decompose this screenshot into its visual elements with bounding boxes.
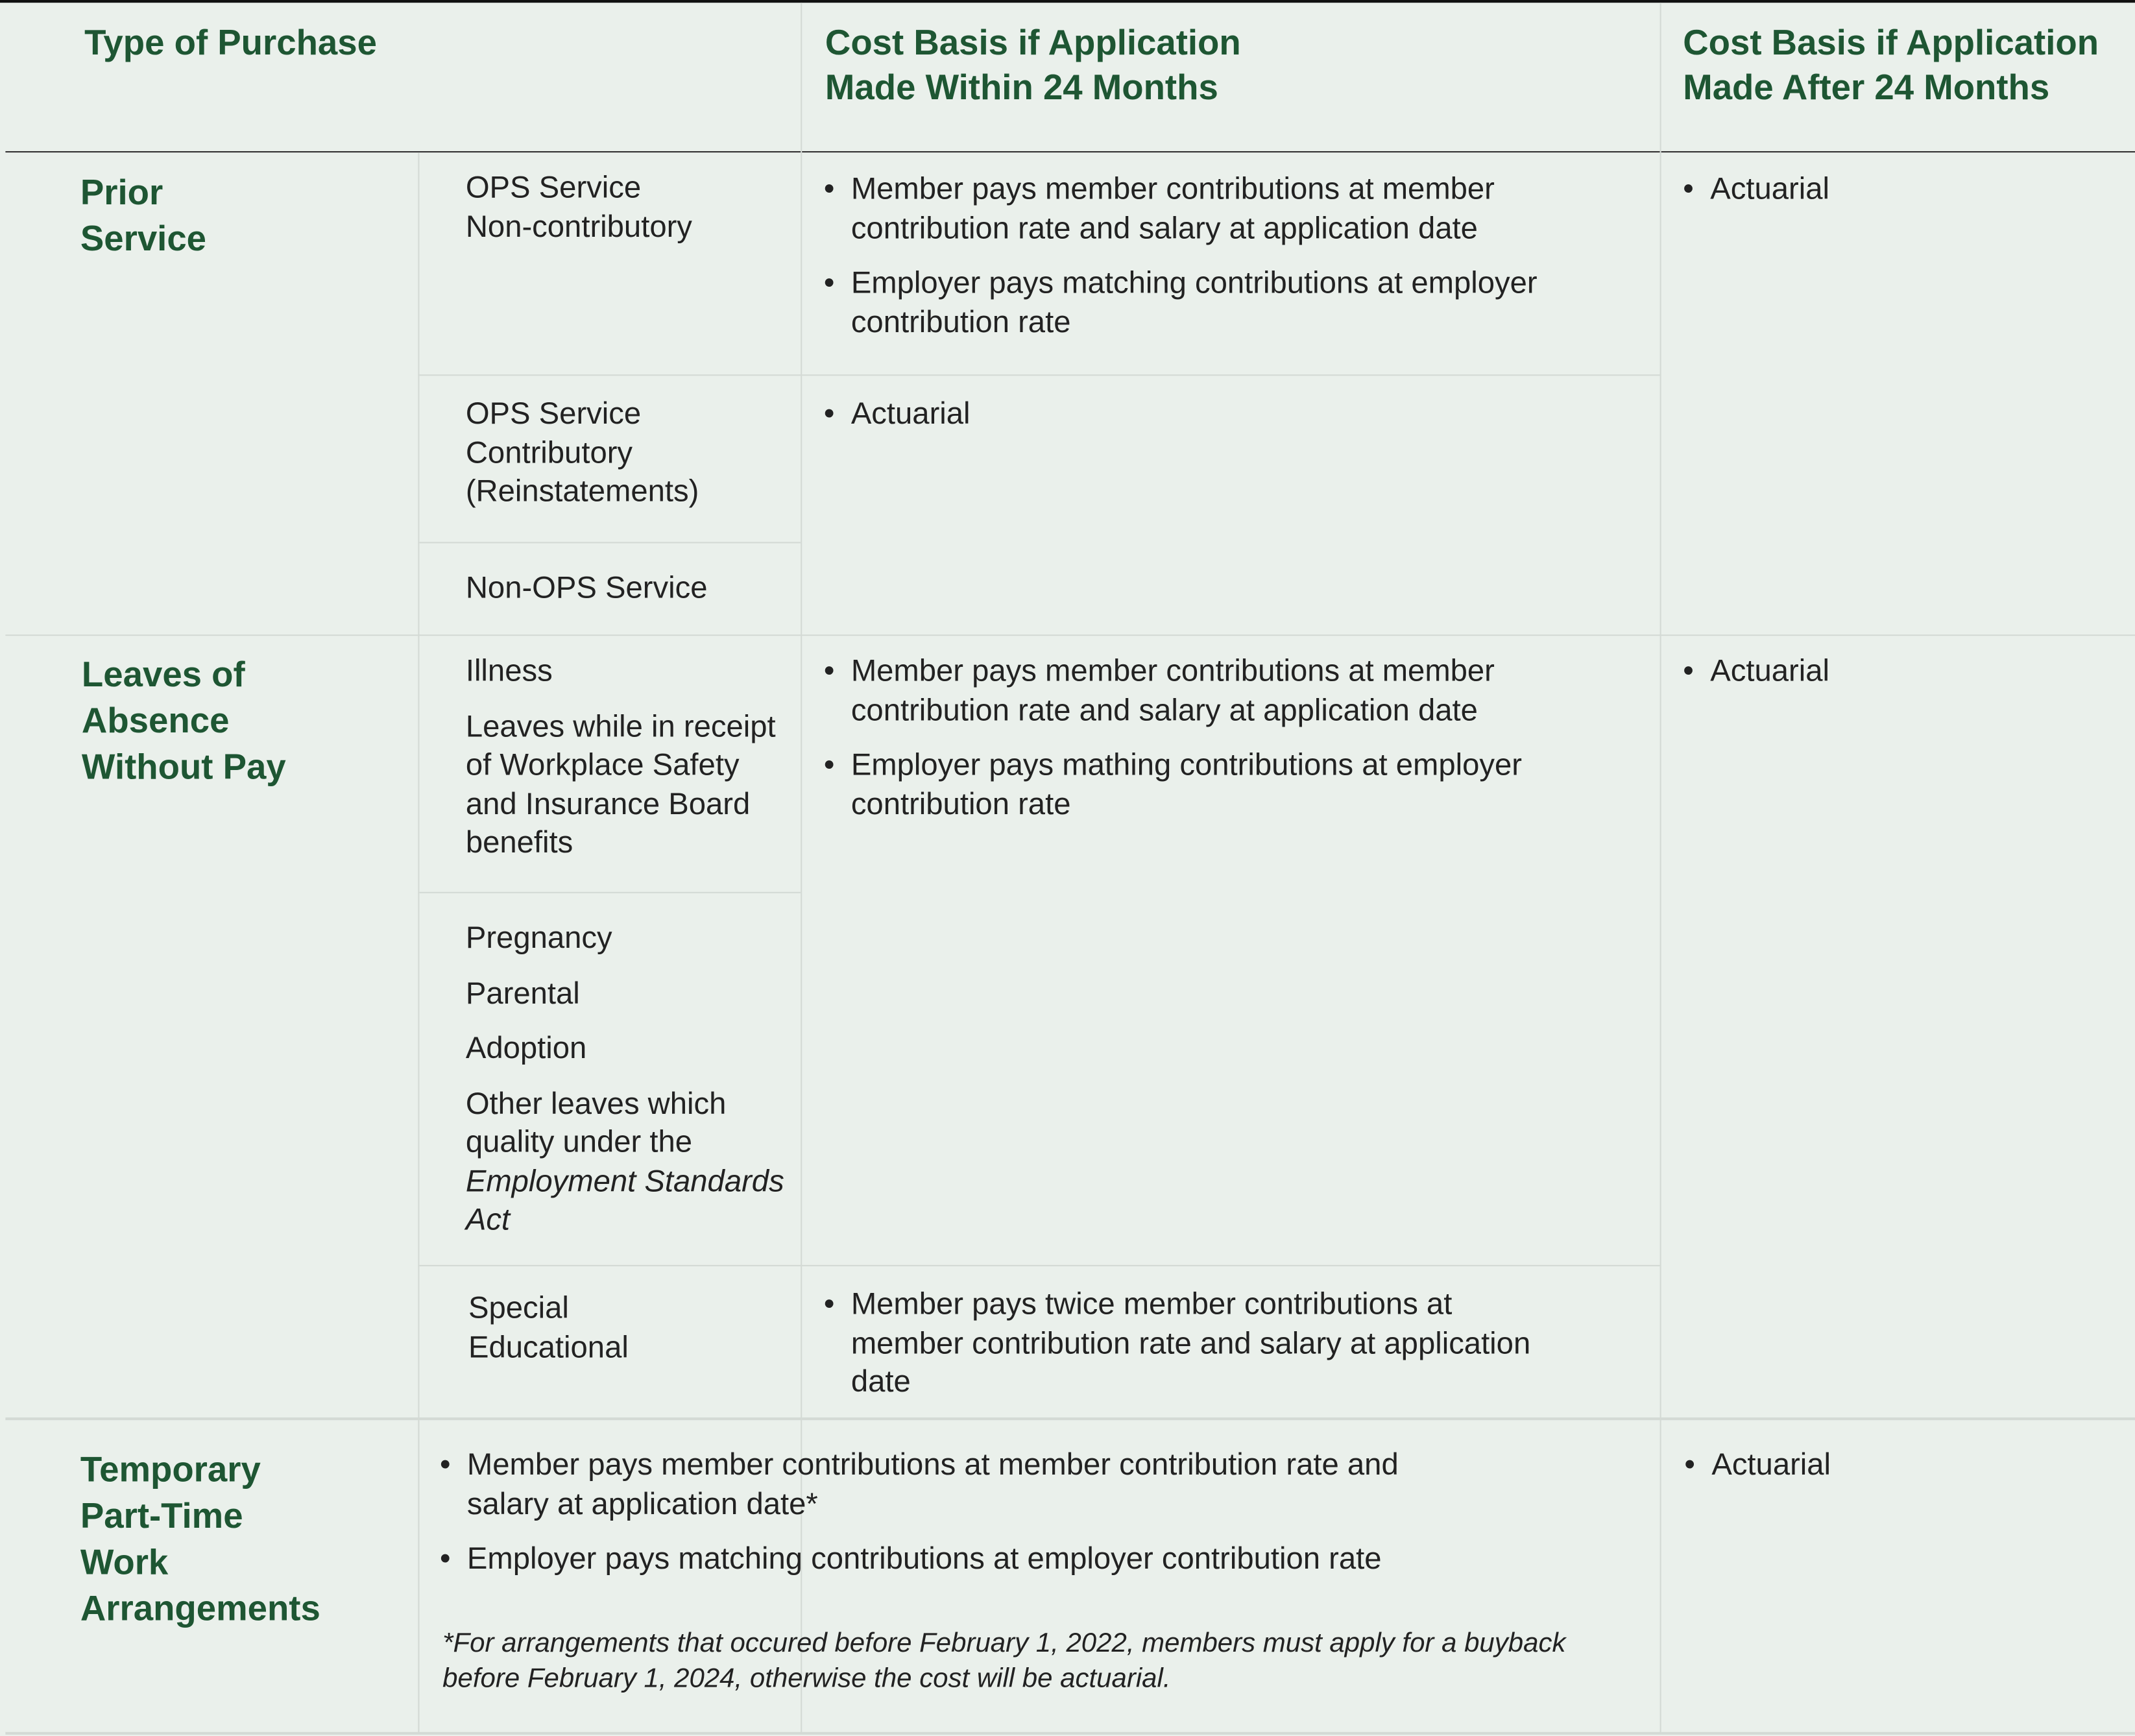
col-divider (418, 1420, 419, 1732)
cost-within-educational (824, 1285, 1559, 1418)
bullet: • Actuarial (824, 395, 1641, 434)
cost-within-ops-non-contributory (824, 170, 1641, 358)
subtype-special-educational: Special Educational (468, 1290, 629, 1364)
header-after-24: Cost Basis if Application Made After 24 Months (1683, 21, 2099, 108)
row-divider (418, 542, 801, 543)
subtype-pregnancy-parental: Pregnancy Parental Adoption Other leaves which quality under the Employment Standards Act (465, 920, 784, 1236)
subtype-illness-wsib: Illness Leaves while in receipt of Workplace Safety and Insurance Board benefits (465, 653, 776, 860)
col-divider (1660, 3, 1661, 1733)
bullet: • Actuarial (1684, 1446, 2120, 1485)
bullet: • Employer pays matching contributions at employer contribution rate (824, 264, 1641, 342)
row-divider (5, 1732, 2135, 1735)
cost-after-leaves (1683, 652, 2119, 707)
row-divider (418, 892, 801, 893)
bullet: • Employer pays mathing contributions at employer contribution rate (824, 746, 1641, 824)
header-type-of-purchase: Type of Purchase (84, 21, 378, 63)
cost-after-prior (1683, 170, 2119, 225)
bullet: • Actuarial (1683, 170, 2119, 209)
cost-within-leaves (824, 652, 1641, 840)
category-leaves: Leaves of Absence Without Pay (81, 653, 286, 788)
bullet: • Member pays twice member contributions at member contribution rate and salary at application date (824, 1285, 1559, 1401)
bullet: • Actuarial (1683, 652, 2119, 691)
subtype-ops-non-contributory: OPS Service Non-contributory (465, 170, 692, 243)
bullet: • Member pays member contributions at member contribution rate and salary at application date (824, 170, 1641, 248)
subtype-non-ops: Non-OPS Service (465, 570, 708, 605)
category-prior-service: Prior Service (80, 171, 207, 259)
subtype-ops-contributory: OPS Service Contributory (Reinstatements) (465, 396, 699, 508)
header-divider (5, 151, 2135, 152)
cost-within-temporary (440, 1446, 1475, 1595)
cost-after-temporary (1684, 1446, 2120, 1501)
top-border (0, 0, 2135, 3)
header-within-24: Cost Basis if Application Made Within 24 Months (825, 21, 1241, 108)
bullet: • Member pays member contributions at member contribution rate and salary at application date (824, 652, 1641, 730)
footnote: *For arrangements that occured before February 1, 2022, members must apply for a buyback before February 1, 2024, otherwise the cost will be actuarial. (442, 1628, 1566, 1694)
cost-within-contributory (824, 395, 1641, 450)
bullet: • Employer pays matching contributions at employer contribution rate (440, 1540, 1475, 1579)
bullet: • Member pays member contributions at member contribution rate and salary at application date* (440, 1446, 1475, 1524)
row-divider (418, 1265, 1659, 1266)
row-divider (418, 374, 1659, 376)
row-divider (5, 634, 2135, 636)
category-temporary-part-time: Temporary Part-Time Work Arrangements (80, 1449, 320, 1629)
